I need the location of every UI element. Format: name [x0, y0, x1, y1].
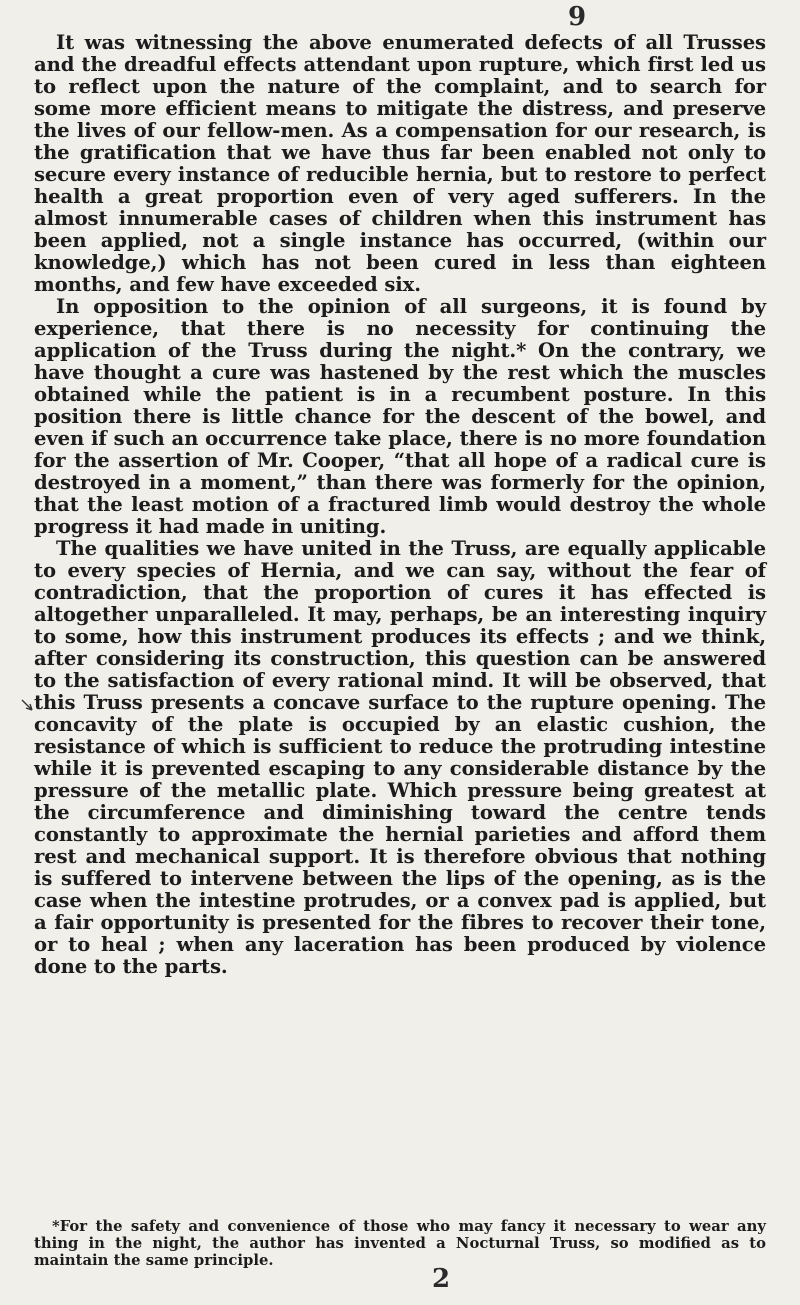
paragraph-2: In opposition to the opinion of all surgeons, it is found by experience, that there is no necessity for continuing the application of the Truss during the night.* On the contrary, we have thought a cure was hastened by the rest which the muscles obtained while the patient is in a recumbent posture. In this position there is little chance for the descent of the bowel, and even if such an occurrence take place, there is no more foundation for the assertion of Mr. Cooper, “that all hope of a radical cure is destroyed in a moment,” than there was formerly for the opinion, that the least motion of a fractured limb would destroy the whole progress it had made in uniting.	[34, 295, 766, 538]
signature-mark: 2	[432, 1264, 451, 1294]
paragraph-3: The qualities we have united in the Truss, are equally applicable to every species of Hernia, and we can say, without the fear of contradiction, that the proportion of cures it has effected is altogether unparalleled. It may, perhaps, be an interesting inquiry to some, how this instrument produces its effects ; and we think, after considering its construction, this question can be answered to the satisfaction of every rational mind. It will be observed, that this Truss presents a concave surface to the rupture opening. The concavity of the plate is occupied by an elastic cushion, the resistance of which is sufficient to reduce the protruding intestine while it is prevented escaping to any considerable distance by the pressure of the metallic plate. Which pressure being greatest at the circumference and diminishing toward the centre tends constantly to approximate the hernial parieties and afford them rest and mechanical support. It is therefore obvious that nothing is suffered to intervene between the lips of the opening, as is the case when the intestine protrudes, or a convex pad is applied, but a fair opportunity is presented for the fibres to recover their tone, or to heal ; when any laceration has been produced by violence done to the parts.	[34, 537, 766, 978]
footnote	[34, 1218, 766, 1269]
page-number: 9	[568, 2, 587, 32]
margin-mark-icon	[20, 698, 36, 716]
body-text	[34, 32, 766, 978]
paragraph-1: It was witnessing the above enumerated defects of all Trusses and the dreadful effects attendant upon rupture, which first led us to reflect upon the nature of the complaint, and to search for some more efficient means to mitigate the distress, and preserve the lives of our fellow-men. As a compensation for our research, is the gratification that we have thus far been enabled not only to secure every instance of reducible hernia, but to restore to perfect health a great proportion even of very aged sufferers. In the almost innumerable cases of children when this instrument has been applied, not a single instance has occurred, (within our knowledge,) which has not been cured in less than eighteen months, and few have exceeded six.	[34, 31, 766, 296]
footnote-text: *For the safety and convenience of those who may fancy it necessary to wear any thing in the night, the author has invented a Nocturnal Truss, so modified as to maintain the same principle.	[34, 1218, 766, 1269]
